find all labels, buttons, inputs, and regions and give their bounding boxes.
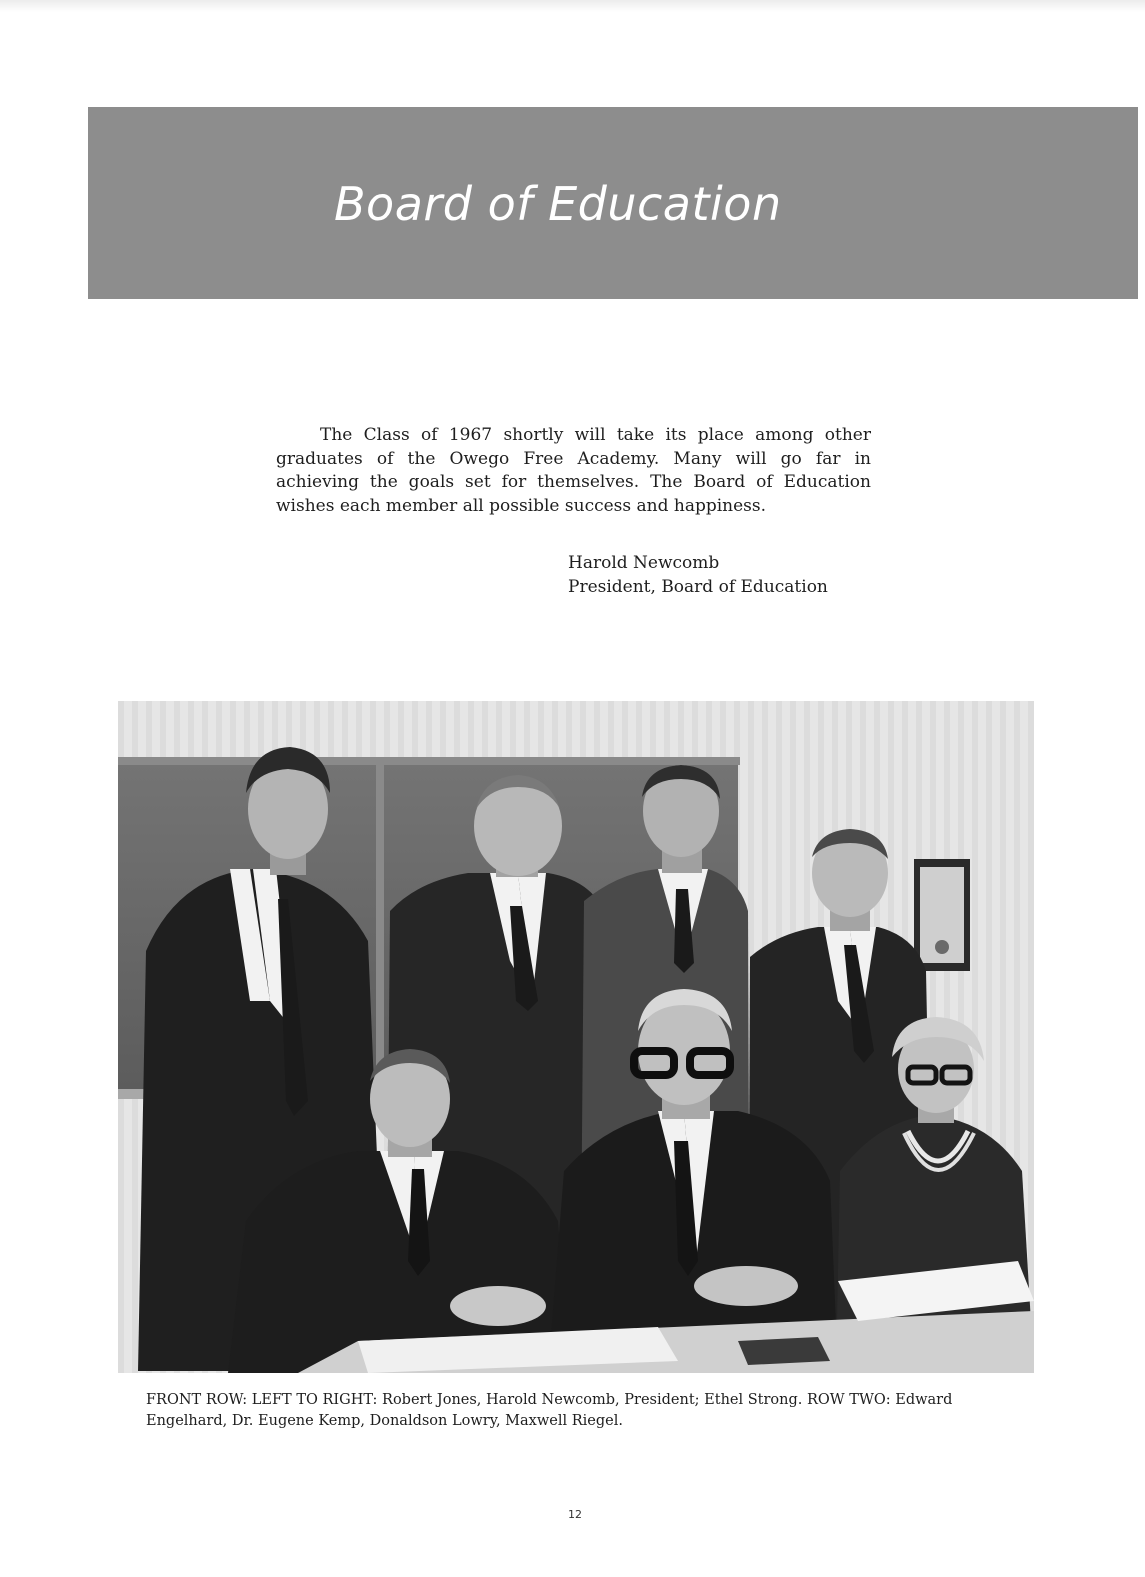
page-number: 12 xyxy=(568,1508,582,1521)
signature-block xyxy=(568,551,828,599)
board-group-photo xyxy=(118,701,1034,1373)
signature-name: Harold Newcomb xyxy=(568,553,720,573)
group-photo-illustration xyxy=(118,701,1034,1373)
title-banner xyxy=(88,107,1138,299)
president-message: The Class of 1967 shortly will take its place among other graduates of the Owego Free Academy. Many will go far in achieving the goals set for themselves. The Board of Education wishes each member all possible success and happiness. xyxy=(276,425,871,516)
scan-edge-shadow xyxy=(0,0,1145,12)
page-title: Board of Education xyxy=(334,177,782,231)
signature-title: President, Board of Education xyxy=(568,577,828,597)
stapler xyxy=(738,1337,830,1365)
photo-caption: FRONT ROW: LEFT TO RIGHT: Robert Jones, Harold Newcomb, President; Ethel Strong. ROW TWO: Edward Engelhard, Dr. Eugene Kemp, Donaldson Lowry, Maxwell Riegel. xyxy=(146,1392,953,1429)
